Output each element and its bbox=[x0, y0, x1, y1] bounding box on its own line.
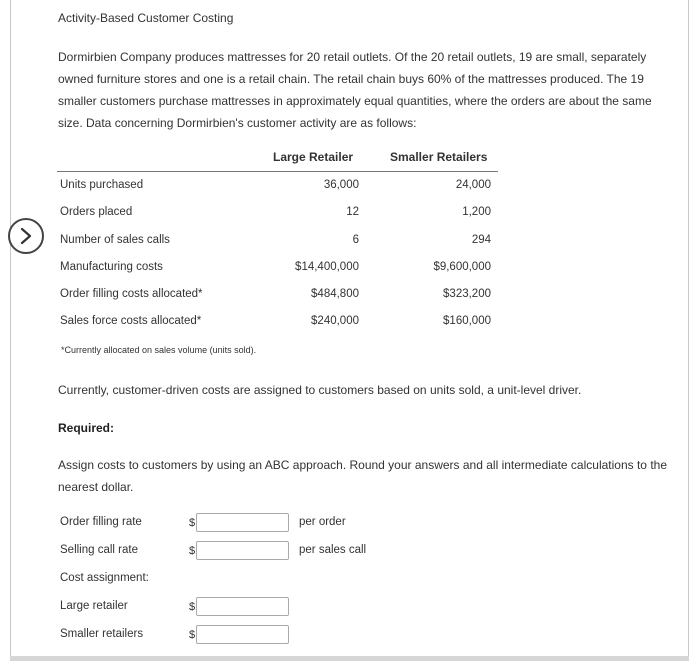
page-title: Activity-Based Customer Costing bbox=[58, 11, 234, 25]
smaller-retailers-value: $160,000 bbox=[443, 315, 491, 327]
table-row bbox=[57, 227, 498, 254]
selling-call-rate-label: Selling call rate bbox=[60, 544, 138, 556]
row-label: Order filling costs allocated* bbox=[60, 288, 203, 300]
chevron-right-icon bbox=[19, 227, 33, 245]
selling-call-rate-input[interactable] bbox=[196, 541, 289, 560]
current-method-paragraph: Currently, customer-driven costs are assigned to customers based on units sold, a unit-level driver. bbox=[58, 383, 582, 397]
currency-symbol: $ bbox=[189, 517, 196, 529]
row-label: Number of sales calls bbox=[60, 234, 170, 246]
row-label: Sales force costs allocated* bbox=[60, 315, 202, 327]
order-filling-rate-input[interactable] bbox=[196, 513, 289, 532]
row-label: Manufacturing costs bbox=[60, 261, 163, 273]
table-row bbox=[57, 199, 498, 226]
smaller-retailers-value: 24,000 bbox=[455, 179, 491, 191]
smaller-retailers-input[interactable] bbox=[196, 625, 289, 644]
table-row bbox=[57, 172, 498, 199]
intro-paragraph: Dormirbien Company produces mattresses for 20 retail outlets. Of the 20 retail outlets, 19 are small, separately owned furniture stores and one is a retail chain. The retail chain buys 60% of the mattresses produced. The 19 smaller customers purchase mattresses in approximately equal quantities, where the orders are about the same size. Data concerning Dormirbien's customer activity are as follows: bbox=[58, 50, 652, 130]
col-header-smaller-retailers: Smaller Retailers bbox=[390, 150, 488, 164]
row-label: Orders placed bbox=[60, 206, 133, 218]
currency-symbol: $ bbox=[189, 601, 196, 613]
large-retailer-value: 6 bbox=[352, 234, 359, 246]
large-retailer-input[interactable] bbox=[196, 597, 289, 616]
selling-call-rate-unit: per sales call bbox=[299, 544, 367, 556]
large-retailer-value: $240,000 bbox=[311, 315, 359, 327]
col-header-large-retailer: Large Retailer bbox=[273, 150, 354, 164]
currency-symbol: $ bbox=[189, 629, 196, 641]
smaller-retailers-value: 294 bbox=[471, 234, 491, 246]
large-retailer-value: 36,000 bbox=[323, 179, 359, 191]
smaller-retailers-label: Smaller retailers bbox=[60, 628, 144, 640]
order-filling-rate-label: Order filling rate bbox=[60, 516, 142, 528]
table-row bbox=[57, 254, 498, 281]
row-label: Units purchased bbox=[60, 179, 144, 191]
cost-assignment-label: Cost assignment: bbox=[60, 572, 149, 584]
required-heading: Required: bbox=[58, 421, 115, 435]
smaller-retailers-value: 1,200 bbox=[462, 206, 491, 218]
order-filling-rate-unit: per order bbox=[299, 516, 346, 528]
next-question-button[interactable] bbox=[8, 218, 44, 254]
scrollbar-track[interactable] bbox=[10, 656, 689, 661]
large-retailer-value: 12 bbox=[346, 206, 359, 218]
smaller-retailers-value: $323,200 bbox=[443, 288, 491, 300]
large-retailer-value: $14,400,000 bbox=[295, 261, 359, 273]
smaller-retailers-value: $9,600,000 bbox=[433, 261, 491, 273]
table-footnote: *Currently allocated on sales volume (units sold). bbox=[61, 345, 257, 355]
table-row bbox=[57, 281, 498, 308]
instruction-paragraph: Assign costs to customers by using an ABC approach. Round your answers and all intermediate calculations to the nearest dollar. bbox=[58, 458, 667, 494]
large-retailer-value: $484,800 bbox=[311, 288, 359, 300]
currency-symbol: $ bbox=[189, 545, 196, 557]
large-retailer-label: Large retailer bbox=[60, 600, 128, 612]
table-row bbox=[57, 308, 498, 335]
